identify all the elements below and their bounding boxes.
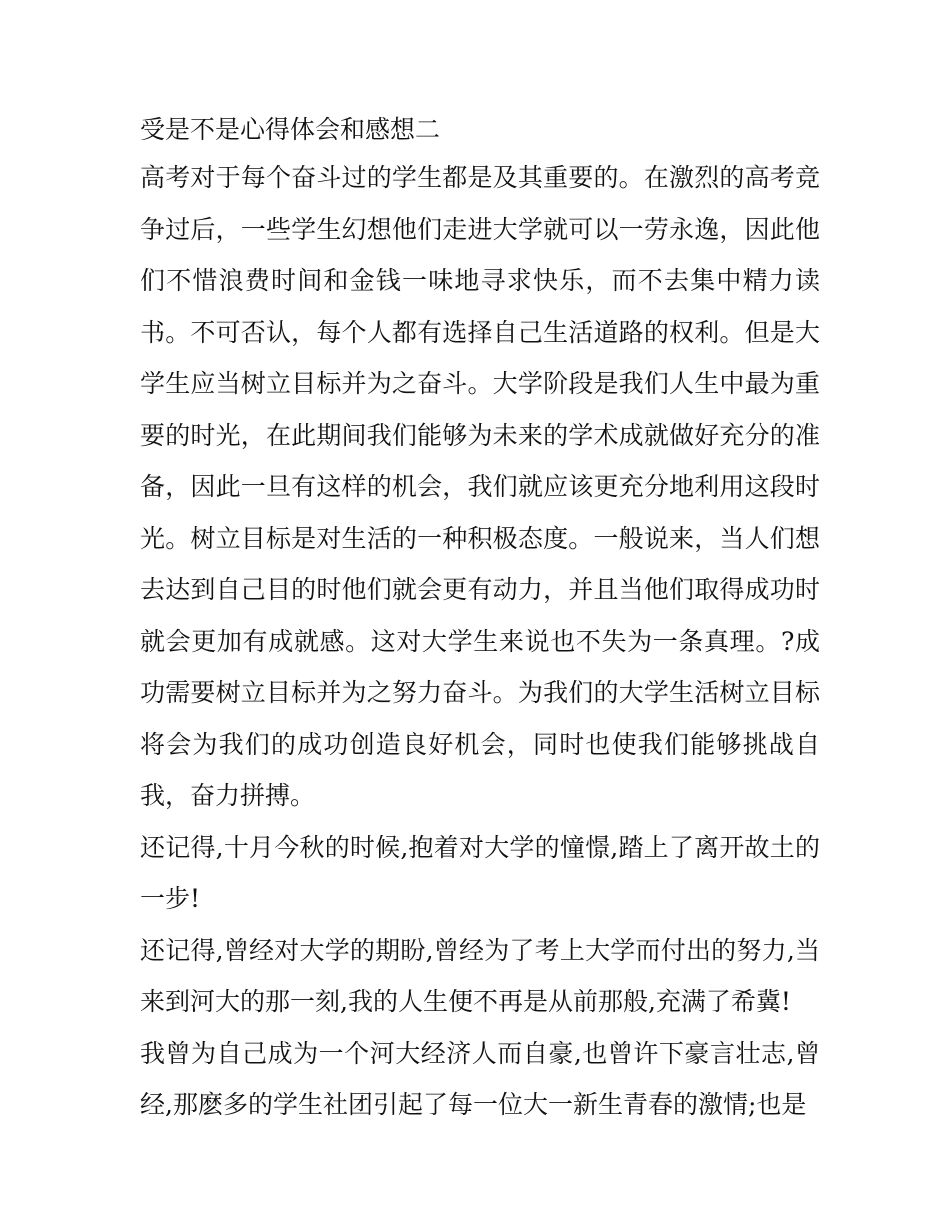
document-title: 受是不是心得体会和感想二 [140,115,441,144]
document-body [140,108,820,1131]
paragraph-3: 还记得,曾经对大学的期盼,曾经为了考上大学而付出的努力,当来到河大的那一刻,我的人生便不再是从前那般,充满了希冀! [140,935,820,1016]
paragraph-4: 我曾为自己成为一个河大经济人而自豪,也曾许下豪言壮志,曾经,那麽多的学生社团引起了每一位大一新生青春的激情;也是 [140,1038,820,1119]
paragraph-2: 还记得,十月今秋的时候,抱着对大学的憧憬,踏上了离开故土的一步! [140,832,820,913]
paragraph-1: 高考对于每个奋斗过的学生都是及其重要的。在激烈的高考竞争过后，一些学生幻想他们走进大学就可以一劳永逸，因此他们不惜浪费时间和金钱一味地寻求快乐，而不去集中精力读书。不可否认，每个人都有选择自己生活道路的权利。但是大学生应当树立目标并为之奋斗。大学阶段是我们人生中最为重要的时光，在此期间我们能够为未来的学术成就做好充分的准备，因此一旦有这样的机会，我们就应该更充分地利用这段时光。树立目标是对生活的一种积极态度。一般说来，当人们想去达到自己目的时他们就会更有动力，并且当他们取得成功时就会更加有成就感。这对大学生来说也不失为一条真理。?成功需要树立目标并为之努力奋斗。为我们的大学生活树立目标将会为我们的成功创造良好机会，同时也使我们能够挑战自我，奋力拼搏。 [140,163,820,810]
